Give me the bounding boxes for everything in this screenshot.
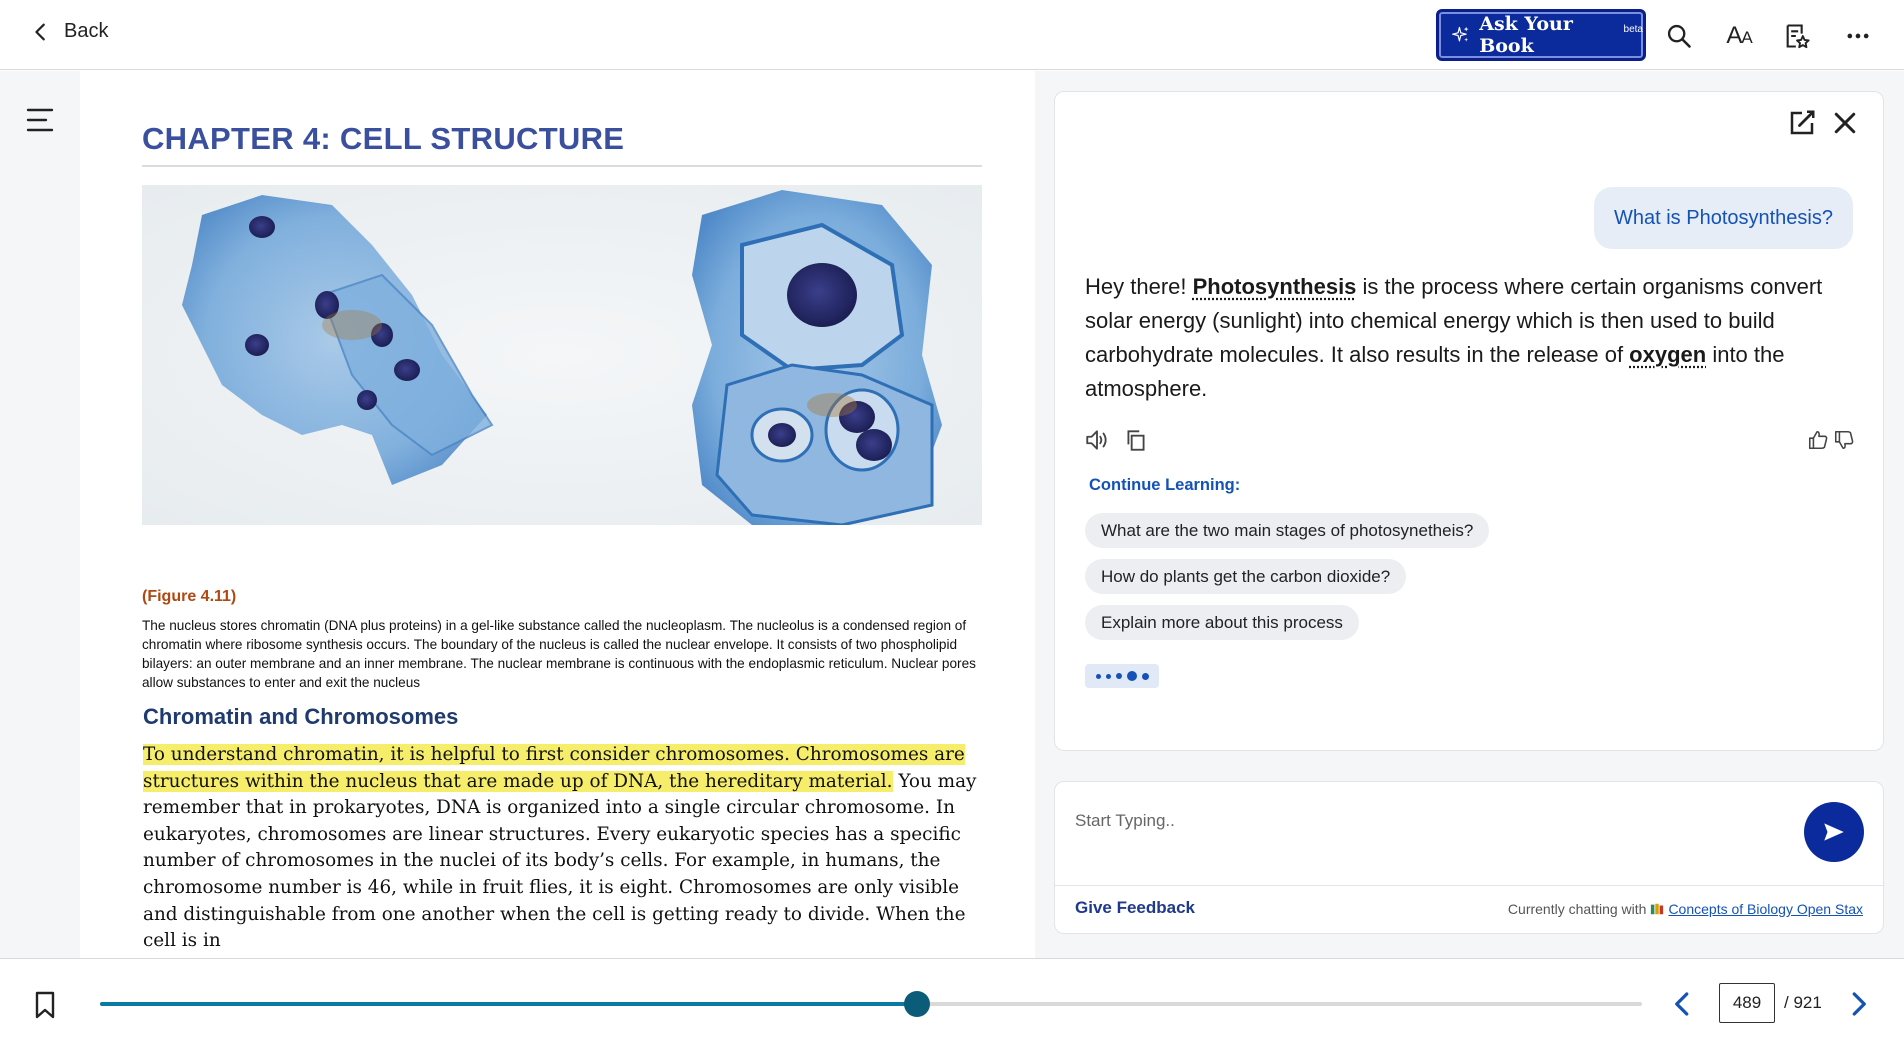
answer-end: into the atmosphere. [1085,342,1785,401]
copy-icon[interactable] [1123,427,1149,453]
suggestion-chip[interactable]: How do plants get the carbon dioxide? [1085,559,1406,594]
body-paragraph[interactable] [143,742,983,955]
page-total: / 921 [1784,993,1822,1012]
more-icon [1844,22,1872,50]
bookmarks-list-icon [1783,22,1811,50]
ask-your-book-button[interactable] [1436,9,1646,61]
cell-micrograph-image [142,185,982,525]
more-button[interactable] [1842,20,1874,52]
answer-body: is the process where certain organisms convert solar energy (sunlight) into chemical energy which is then used to build carbohydrate molecules. It also results in the release of [1085,274,1823,367]
chat-input[interactable] [1075,806,1755,836]
book-page [80,71,1035,958]
chat-input-card [1054,781,1884,934]
send-button[interactable] [1804,802,1864,862]
suggestion-chip[interactable]: What are the two main stages of photosynetheis? [1085,513,1489,548]
user-message-bubble: What is Photosynthesis? [1594,187,1853,249]
read-aloud-icon[interactable] [1084,427,1110,453]
previous-page-icon[interactable] [1668,989,1698,1019]
back-button[interactable] [30,20,108,43]
suggestion-chip[interactable]: Explain more about this process [1085,605,1359,640]
ask-your-book-label: Ask Your Book [1479,13,1573,57]
close-icon[interactable] [1830,108,1860,138]
typing-indicator [1085,664,1159,688]
left-gutter [0,71,80,958]
figure-caption: (Figure 4.11) [142,588,237,605]
input-divider [1055,885,1883,886]
thumbs-up-icon[interactable] [1807,427,1829,453]
send-icon [1821,819,1847,845]
bookmarks-list-button[interactable] [1781,20,1813,52]
chatting-with-info [1508,901,1863,917]
font-size-icon: AA [1726,22,1752,49]
body-text: You may remember that in prokaryotes, DNA is organized into a single circular chromosome. In eukaryotes, chromosomes are linear structures. Every eukaryotic species has a specific number of chromosomes in the nuclei of its body’s cells. For example, in humans, the chromosome number is 46, while in fruit flies, it is eight. Chromosomes are only visible and distinguishable from one another when the cell is getting ready to divide. When the cell is in [143,770,977,952]
new-chat-icon[interactable] [1787,108,1817,138]
term-photosynthesis[interactable]: Photosynthesis [1192,274,1357,299]
bookmark-icon[interactable] [34,991,56,1019]
term-oxygen[interactable]: oxygen [1629,342,1707,367]
chevron-left-icon [30,21,52,43]
slider-thumb[interactable] [904,991,930,1017]
top-bar [0,0,1904,70]
sparkle-icon [1451,23,1471,47]
assistant-answer [1085,270,1865,406]
answer-intro: Hey there! [1085,274,1193,299]
progress-fill [100,1002,917,1006]
thumbs-down-icon[interactable] [1833,427,1855,453]
section-heading: Chromatin and Chromosomes [143,704,459,729]
give-feedback-link[interactable]: Give Feedback [1075,898,1196,917]
chapter-title: CHAPTER 4: CELL STRUCTURE [142,121,625,156]
chat-conversation-card [1054,91,1884,751]
figure-description: The nucleus stores chromatin (DNA plus proteins) in a gel-like substance called the nucleoplasm. The nucleolus is a condensed region of chromatin where ribosome synthesis occurs. The boundary of the nucleus is called the nuclear envelope. It consists of two phospholipid bilayers: an outer membrane and an inner membrane. The nuclear membrane is continuous with the endoplasmic reticulum. Nuclear pores allow substances to enter and exit the nucleus [142,618,976,690]
highlighted-text[interactable]: To understand chromatin, it is helpful to first consider chromosomes. Chromosomes are structures within the nucleus that are made up of DNA, the hereditary material. [143,744,965,792]
book-link[interactable]: Concepts of Biology Open Stax [1668,901,1863,917]
beta-badge: beta [1623,23,1643,35]
search-button[interactable] [1663,20,1695,52]
next-page-icon[interactable] [1843,989,1873,1019]
font-size-button[interactable] [1720,20,1758,52]
bottom-bar [0,958,1904,1048]
page-number-input[interactable] [1719,983,1775,1023]
chapter-divider [142,165,982,167]
chatting-prefix: Currently chatting with [1507,901,1647,917]
continue-learning-heading: Continue Learning: [1089,476,1241,494]
page-progress-slider[interactable] [100,1002,1642,1006]
menu-icon[interactable] [26,107,54,133]
books-icon [1650,902,1664,916]
back-label: Back [64,20,109,42]
search-icon [1665,22,1693,50]
